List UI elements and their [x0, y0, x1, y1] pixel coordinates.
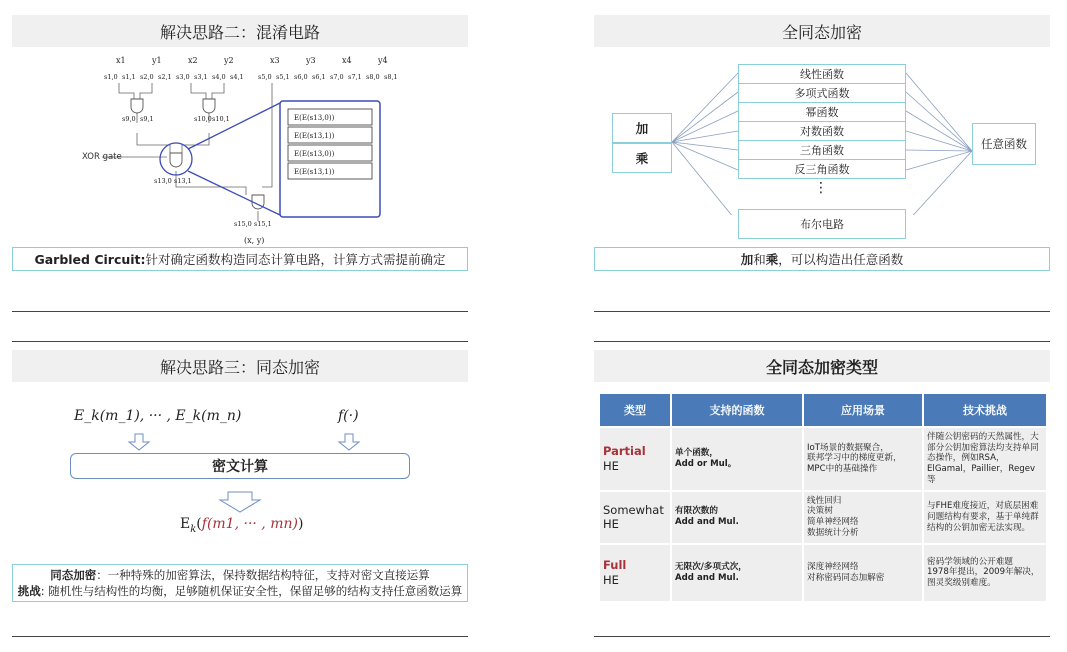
divider — [594, 341, 1050, 342]
wire-label: s6,0 — [294, 73, 308, 81]
divider — [12, 311, 468, 312]
challenge-cell: 与FHE难度接近，对底层困难问题结构有要求，基于单纯群结构的公钥加密无法实现。 — [924, 492, 1046, 543]
input-y3: y3 — [306, 56, 316, 65]
func-cell: 有限次数的 Add and Mul. — [672, 492, 802, 543]
input-x4: x4 — [342, 56, 352, 65]
input-x1: x1 — [116, 56, 126, 65]
caption-bold: 挑战 — [17, 584, 41, 598]
ellipsis: ⋮ — [814, 180, 828, 196]
caption-text: ，可以构造出任意函数 — [778, 252, 904, 267]
type-sub: HE — [603, 572, 619, 587]
table-row — [600, 545, 1046, 601]
slide1-title: 解决思路二：混淆电路 — [12, 15, 468, 47]
wire-label: s5,0 — [258, 73, 272, 81]
col-func: 支持的函数 — [672, 394, 802, 426]
op-add: 加 — [612, 113, 672, 143]
caption-text: 针对确定函数构造同态计算电路，计算方式需提前确定 — [145, 252, 446, 267]
func-inv-trig: 反三角函数 — [738, 159, 906, 179]
wire-label: s2,1 — [158, 73, 172, 81]
caption-bold: 加 — [740, 252, 754, 267]
wire-label: s9,1 — [140, 115, 154, 123]
paren-close: ) — [297, 516, 304, 532]
bool-circuit: 布尔电路 — [738, 209, 906, 239]
gate-icon — [203, 99, 215, 113]
gate-icon — [131, 99, 143, 113]
wire-label: s2,0 — [140, 73, 154, 81]
wire-label: s10,1 — [212, 115, 230, 123]
col-type: 类型 — [600, 394, 670, 426]
slide4-title: 全同态加密类型 — [594, 350, 1050, 382]
paren-open: ( — [196, 516, 202, 532]
func-cell: 单个函数， Add or Mul。 — [672, 428, 802, 490]
wire-label: s4,0 — [212, 73, 226, 81]
slide-fhe — [594, 15, 1050, 315]
caption-bold: 乘 — [765, 252, 779, 267]
compute-box: 密文计算 — [70, 453, 410, 479]
wire-label: s4,1 — [230, 73, 244, 81]
divider — [12, 341, 468, 342]
fhe-types-table — [598, 392, 1048, 603]
challenge-cell: 伴随公钥密码的天然属性，大部分公钥加密算法均支持单同态操作，例如RSA，ElGamal，Paillier，Regev等 — [924, 428, 1046, 490]
caption-line-2 — [18, 583, 463, 599]
type-sub: HE — [603, 458, 619, 473]
input-y2: y2 — [224, 56, 234, 65]
caption-text: ：一种特殊的加密算法，保持数据结构特征，支持对密文直接运算 — [96, 568, 430, 582]
func-trig: 三角函数 — [738, 140, 906, 160]
slide-he — [12, 350, 468, 640]
result-formula — [180, 516, 303, 535]
func-cell: 无限次/多项式次， Add and Mul. — [672, 545, 802, 601]
wire-label: s3,0 — [176, 73, 190, 81]
func-poly: 多项式函数 — [738, 83, 906, 103]
table-row: E(E(s13,0)) — [294, 114, 335, 122]
input-y4: y4 — [378, 56, 388, 65]
formula-left: E_k(m_1), ··· , E_k(m_n) — [74, 408, 242, 424]
formula-right: f(·) — [338, 408, 359, 424]
slide2-title: 全同态加密 — [594, 15, 1050, 47]
input-x2: x2 — [188, 56, 198, 65]
type-cell — [600, 545, 670, 601]
op-mul: 乘 — [612, 143, 672, 173]
table-header — [600, 394, 1046, 426]
table-row: E(E(s13,1)) — [294, 132, 335, 140]
caption-bold: 同态加密 — [50, 568, 97, 582]
type-sub: HE — [603, 517, 619, 532]
wire-label: s7,1 — [348, 73, 362, 81]
divider — [594, 636, 1050, 637]
type-main: Full — [603, 558, 627, 573]
wire-label: s6,1 — [312, 73, 326, 81]
slide3-caption — [12, 564, 468, 602]
caption-text: 和 — [753, 252, 766, 267]
wire-label: s8,1 — [384, 73, 398, 81]
func-power: 幂函数 — [738, 102, 906, 122]
wire-label: s5,1 — [276, 73, 290, 81]
input-y1: y1 — [152, 56, 162, 65]
target-func: 任意函数 — [972, 123, 1036, 165]
input-x3: x3 — [270, 56, 280, 65]
wire-label: s3,1 — [194, 73, 208, 81]
app-cell: 线性回归 决策树 简单神经网络 数据统计分析 — [804, 492, 922, 543]
divider — [594, 311, 1050, 312]
caption-line-1 — [50, 567, 430, 583]
wire-label: s9,0 — [122, 115, 136, 123]
app-cell: IoT场景的数据聚合， 联邦学习中的梯度更新， MPC中的基础操作 — [804, 428, 922, 490]
wire-label: s1,1 — [122, 73, 136, 81]
slide1-caption — [12, 247, 468, 271]
type-main: Partial — [603, 444, 646, 459]
app-cell: 深度神经网络 对称密码同态加解密 — [804, 545, 922, 601]
divider — [12, 636, 468, 637]
slide3-title: 解决思路三：同态加密 — [12, 350, 468, 382]
result-inner: f(m1, ··· , mn) — [201, 516, 298, 532]
wire-label: s8,0 — [366, 73, 380, 81]
func-log: 对数函数 — [738, 121, 906, 141]
col-app: 应用场景 — [804, 394, 922, 426]
wire-label: s15,0 s15,1 — [234, 220, 272, 228]
func-linear: 线性函数 — [738, 64, 906, 84]
table-row: E(E(s13,0)) — [294, 150, 335, 158]
wire-label: s10,0 — [194, 115, 212, 123]
slide-fhe-types — [594, 350, 1050, 640]
table-row: E(E(s13,1)) — [294, 168, 335, 176]
caption-text: : 随机性与结构性的均衡，足够随机保证安全性，保留足够的结构支持任意函数运算 — [40, 584, 463, 598]
col-challenge: 技术挑战 — [924, 394, 1046, 426]
type-cell — [600, 492, 670, 543]
type-main: Somewhat — [603, 502, 664, 517]
garbled-circuit-diagram — [12, 53, 468, 253]
table-row — [600, 428, 1046, 490]
result-e: E — [180, 516, 191, 532]
output-label: (x, y) — [244, 236, 265, 245]
type-cell — [600, 428, 670, 490]
gate-icon — [170, 153, 182, 167]
xor-gate-label: XOR gate — [82, 152, 122, 162]
result-k: k — [190, 523, 197, 535]
slide-garbled-circuit — [12, 15, 468, 315]
wire-label: s7,0 — [330, 73, 344, 81]
table-row — [600, 492, 1046, 543]
wire-label: s1,0 — [104, 73, 118, 81]
caption-bold: Garbled Circuit: — [34, 251, 146, 267]
slide2-caption — [594, 247, 1050, 271]
challenge-cell: 密码学领域的公开难题 1978年提出，2009年解决，图灵奖级别难度。 — [924, 545, 1046, 601]
wire-label: s13,0 s13,1 — [154, 177, 192, 185]
